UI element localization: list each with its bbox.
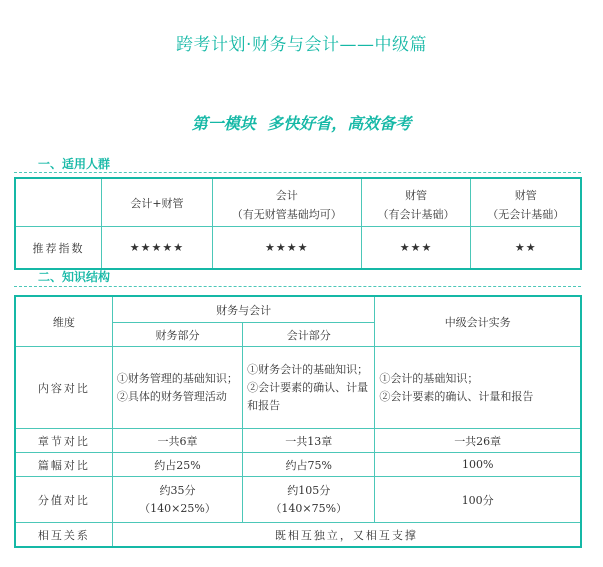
header-main: 会计+财管 [130,196,184,210]
table-header-cell [361,179,471,227]
cell-line: （140×25%） [139,501,216,515]
table-header-cell: 财务部分 [112,323,242,347]
table-row [16,347,581,429]
table-row [16,453,581,477]
table-header-cell [212,179,361,227]
table-cell: 约占25% [112,453,242,477]
section-divider [14,172,581,173]
row-label: 分值对比 [16,477,113,523]
table-cell [375,347,581,429]
cell-line: ①财务管理的基础知识； [116,371,238,385]
star-rating: ★★★ [361,227,471,269]
section-heading-audience: 一、适用人群 [38,157,111,171]
row-label: 相互关系 [16,523,113,547]
section-heading-structure: 二、知识结构 [38,270,111,284]
cell-line: ②具体的财务管理活动 [116,389,227,403]
cell-line: ②会计要素的确认、计量和报告 [247,380,369,412]
table-header-cell [102,179,213,227]
cell-line: ①财务会计的基础知识； [247,362,369,376]
page-title: 跨考计划·财务与会计——中级篇 [176,35,427,55]
star-rating: ★★★★★ [102,227,213,269]
table-header-cell: 财务与会计 [112,297,375,323]
header-main: 会计 [275,188,298,202]
table-cell: 一共13章 [243,429,375,453]
header-sub: （无会计基础） [487,207,565,221]
header-main: 财管 [514,188,537,202]
table-cell: 100分 [375,477,581,523]
header-sub: （有会计基础） [377,207,455,221]
header-main: 财管 [405,188,428,202]
table-cell: 约占75% [243,453,375,477]
table-cell [112,347,242,429]
row-label: 章节对比 [16,429,113,453]
audience-table [15,178,581,269]
table-cell: 一共6章 [112,429,242,453]
section-divider [14,286,581,287]
cell-line: （140×75%） [270,501,348,515]
table-cell [112,477,242,523]
table-header-row [16,179,581,227]
table-cell [243,347,375,429]
header-sub: （有无财管基础均可） [231,207,342,221]
cell-line: ①会计的基础知识； [379,371,479,385]
table-row [16,477,581,523]
star-rating: ★★★★ [212,227,361,269]
table-header-cell [471,179,581,227]
table-row [16,523,581,547]
table-cell: 一共26章 [375,429,581,453]
table-header-cell: 维度 [16,297,113,347]
cell-line: 约35分 [159,483,196,497]
table-cell [243,477,375,523]
module-heading: 第一模块 多快好省，高效备考 [191,114,412,133]
star-rating: ★★ [471,227,581,269]
knowledge-structure-table [15,296,581,547]
table-row [16,429,581,453]
table-row [16,227,581,269]
cell-line: 约105分 [287,483,331,497]
row-label: 内容对比 [16,347,113,429]
table-header-row [16,297,581,323]
row-label: 推荐指数 [16,227,102,269]
empty-header-cell [16,179,102,227]
table-header-cell: 会计部分 [243,323,375,347]
table-cell: 100% [375,453,581,477]
cell-line: ②会计要素的确认、计量和报告 [379,389,534,403]
table-cell: 既相互独立，又相互支撑 [112,523,580,547]
table-header-cell: 中级会计实务 [375,297,581,347]
row-label: 篇幅对比 [16,453,113,477]
